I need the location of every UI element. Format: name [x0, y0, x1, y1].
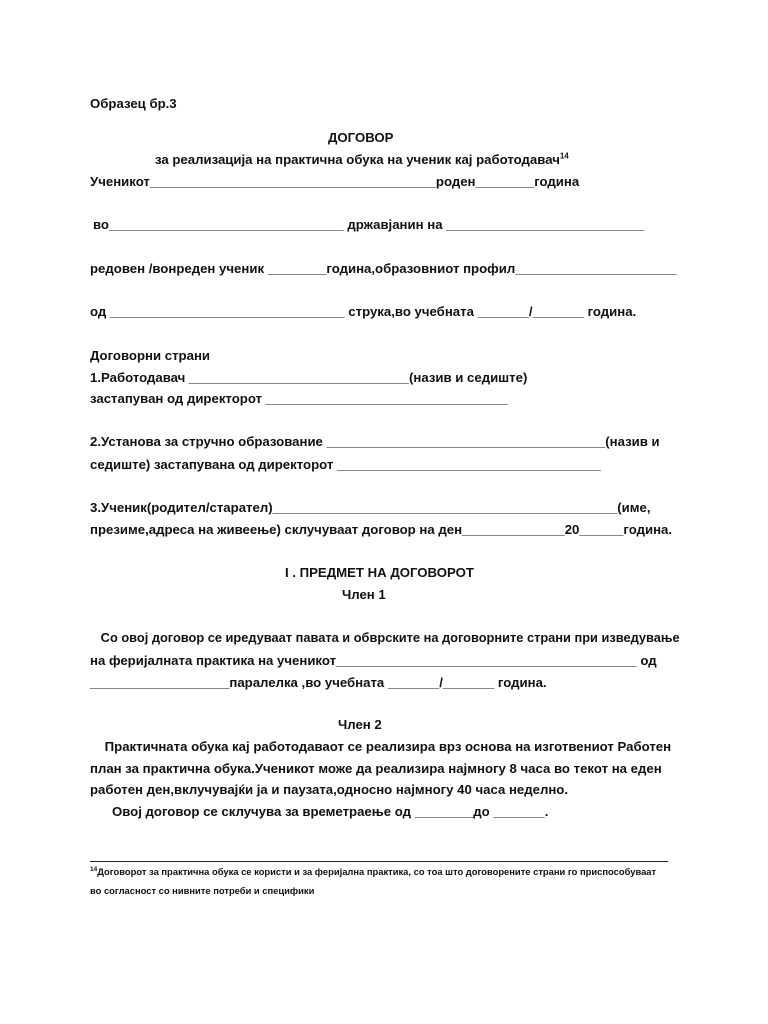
- party-1-line-2: застапуван од директорот _________________________________: [90, 391, 508, 406]
- intro-line-2: во________________________________ државјанин на ___________________________: [93, 217, 645, 232]
- party-2-line-1: 2.Установа за стручно образование ______________________________________(назив и: [90, 434, 660, 449]
- intro-line-1: Ученикот_______________________________________роден________година: [90, 174, 580, 189]
- article-1-line-3: ___________________паралелка ,во учебната _______/_______ година.: [90, 675, 547, 690]
- party-3-line-1: 3.Ученик(родител/старател)_______________________________________________(име,: [90, 500, 651, 515]
- intro-line-3: редовен /вонреден ученик ________година,образовниот профил______________________: [90, 261, 677, 276]
- party-1-line-1: 1.Работодавач ______________________________(назив и седиште): [90, 370, 528, 385]
- footnote-line-1: [90, 866, 656, 878]
- party-2-line-2: седиште) застапувана од директорот ____________________________________: [90, 457, 602, 472]
- footnote-reference: 14: [559, 151, 569, 161]
- article-2-line-3: работен ден,вклучувајќи ја и паузата,односно најмногу 40 часа неделно.: [90, 782, 569, 797]
- footnote-line-2: во согласност со нивните потреби и специфики: [90, 885, 315, 896]
- intro-line-4: од ________________________________ струка,во учебната _______/_______ година.: [90, 304, 637, 319]
- footnote-number: 14: [90, 865, 98, 873]
- article-1-title: Член 1: [342, 587, 386, 602]
- article-2-line-4: Овој договор се склучува за времетраење од ________до _______.: [90, 804, 549, 819]
- party-3-line-2: презиме,адреса на живеење) склучуваат договор на ден______________20______година.: [90, 522, 673, 537]
- article-2-line-1: Практичната обука кај работодаваот се реализира врз основа на изготвениот Работен: [90, 739, 672, 754]
- article-1-line-1: Со овој договор се иредуваат павата и обврските на договорните страни при изведување: [90, 630, 680, 645]
- article-2-line-2: план за практична обука.Ученикот може да реализира најмногу 8 часа во текот на еден: [90, 761, 662, 776]
- document-subtitle: [155, 151, 569, 169]
- form-label: Образец бр.3: [90, 96, 177, 111]
- footnote-text: Договорот за практична обука се користи и за феријална практика, со тоа што договорените страни го приспособуваат: [97, 866, 657, 877]
- parties-heading: Договорни страни: [90, 348, 211, 363]
- document-title: ДОГОВОР: [328, 130, 394, 145]
- article-2-title: Член 2: [338, 717, 382, 732]
- footnote-divider: [90, 861, 668, 862]
- section-1-heading: I . ПРЕДМЕТ НА ДОГОВОРОТ: [285, 565, 474, 580]
- article-1-line-2: на феријалната практика на ученикот_________________________________________ од: [90, 653, 657, 668]
- subtitle-text: за реализација на практична обука на ученик кај работодавач: [155, 152, 560, 167]
